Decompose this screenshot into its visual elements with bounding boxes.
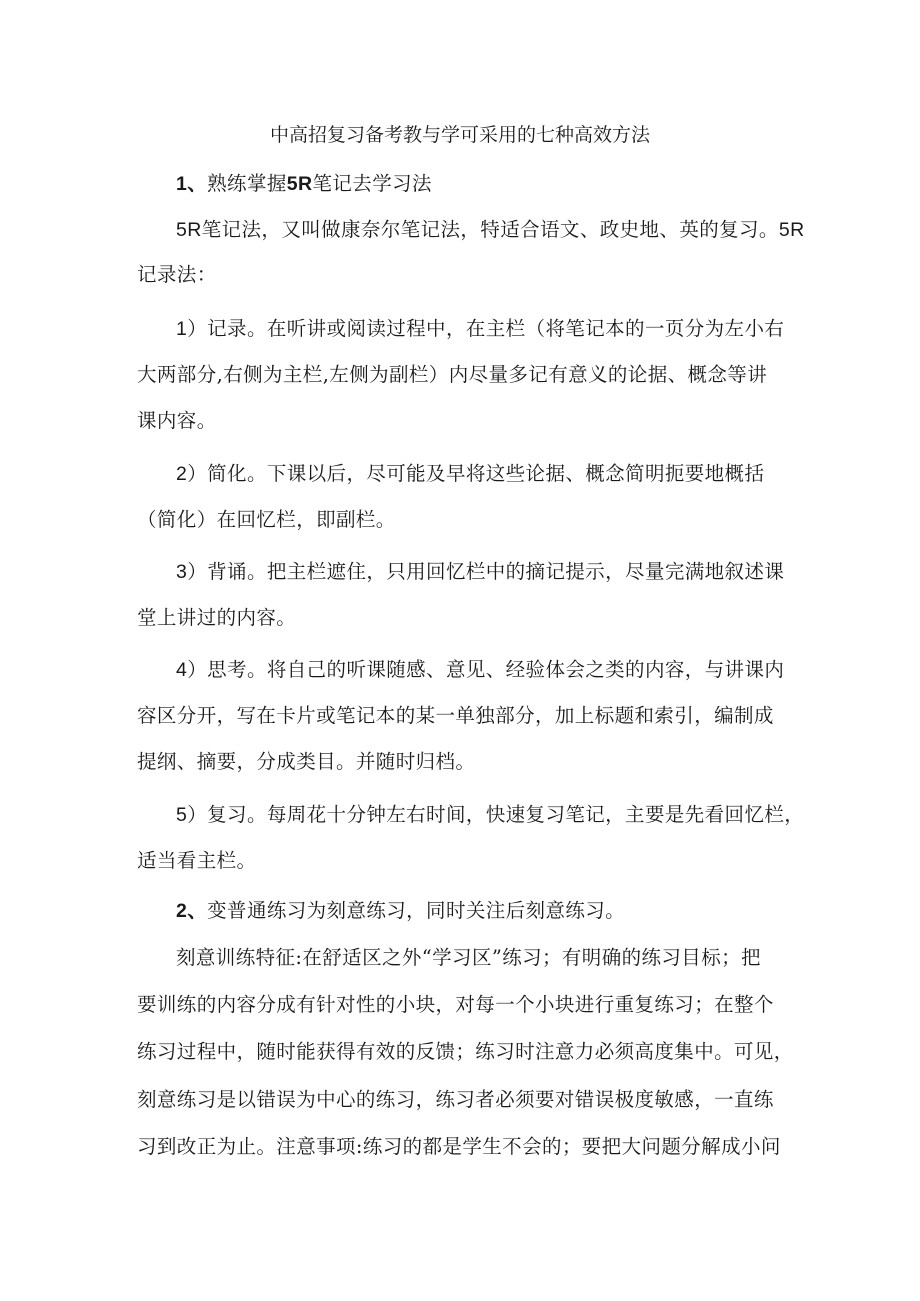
section-1-heading-pre: 熟练掌握 (207, 172, 287, 195)
item-2-line-2: （简化）在回忆栏，即副栏。 (137, 508, 396, 531)
section-2-number: 2、 (176, 900, 208, 922)
item-3-line-2: 堂上讲过的内容。 (137, 606, 297, 629)
item-1-number: 1 (176, 318, 188, 340)
intro-line-1 (176, 215, 805, 245)
intro-5r-end: 5R (778, 219, 805, 241)
section-2-para-line-3: 练习过程中，随时能获得有效的反馈；练习时注意力必须高度集中。可见， (137, 1040, 794, 1063)
section-1-heading (176, 169, 432, 199)
section-2-para-line-1: 刻意训练特征:在舒适区之外“学习区”练习；有明确的练习目标；把 (176, 946, 761, 969)
item-4-line-1 (176, 655, 784, 685)
item-1-text-1: ）记录。在听讲或阅读过程中，在主栏（将笔记本的一页分为左小右 (187, 317, 785, 340)
section-1-heading-post: 笔记去学习法 (312, 172, 432, 195)
item-5-line-2: 适当看主栏。 (137, 849, 257, 872)
intro-text-1: 笔记法，又叫做康奈尔笔记法，特适合语文、政史地、英的复习。 (201, 218, 779, 241)
item-2-number: 2 (176, 463, 188, 485)
section-2-heading-text: 变普通练习为刻意练习，同时关注后刻意练习。 (207, 899, 626, 922)
section-2-para-line-2: 要训练的内容分成有针对性的小块，对每一个小块进行重复练习；在整个 (137, 993, 774, 1016)
item-3-number: 3 (176, 561, 188, 583)
section-1-heading-5r: 5R (286, 173, 313, 195)
item-3-text-1: ）背诵。把主栏遮住，只用回忆栏中的摘记提示，尽量完满地叙述课 (187, 560, 785, 583)
item-4-number: 4 (176, 659, 188, 681)
document-title: 中高招复习备考教与学可采用的七种高效方法 (269, 124, 650, 146)
item-5-number: 5 (176, 804, 188, 826)
intro-line-2: 记录法： (137, 263, 217, 286)
item-3-line-1 (176, 557, 784, 587)
item-1-line-3: 课内容。 (137, 409, 217, 432)
item-4-line-2: 容区分开，写在卡片或笔记本的某一单独部分，加上标题和索引，编制成 (137, 704, 774, 727)
item-1-line-1 (176, 314, 784, 344)
item-4-line-3: 提纲、摘要，分成类目。并随时归档。 (137, 750, 476, 773)
item-2-line-1 (176, 459, 764, 489)
section-1-number: 1、 (176, 173, 208, 195)
item-5-text-1: ）复习。每周花十分钟左右时间，快速复习笔记，主要是先看回忆栏， (187, 803, 805, 826)
item-4-text-1: ）思考。将自己的听课随感、意见、经验体会之类的内容，与讲课内 (187, 658, 785, 681)
section-2-para-line-5: 习到改正为止。注意事项:练习的都是学生不会的；要把大问题分解成小问 (137, 1135, 781, 1158)
item-2-text-1: ）简化。下课以后，尽可能及早将这些论据、概念简明扼要地概括 (187, 462, 765, 485)
section-2-para-line-4: 刻意练习是以错误为中心的练习，练习者必须要对错误极度敏感，一直练 (137, 1088, 774, 1111)
item-5-line-1 (176, 800, 804, 830)
item-1-line-2: 大两部分,右侧为主栏,左侧为副栏）内尽量多记有意义的论据、概念等讲 (137, 363, 768, 386)
intro-5r: 5R (176, 219, 202, 241)
section-2-heading (176, 896, 625, 926)
